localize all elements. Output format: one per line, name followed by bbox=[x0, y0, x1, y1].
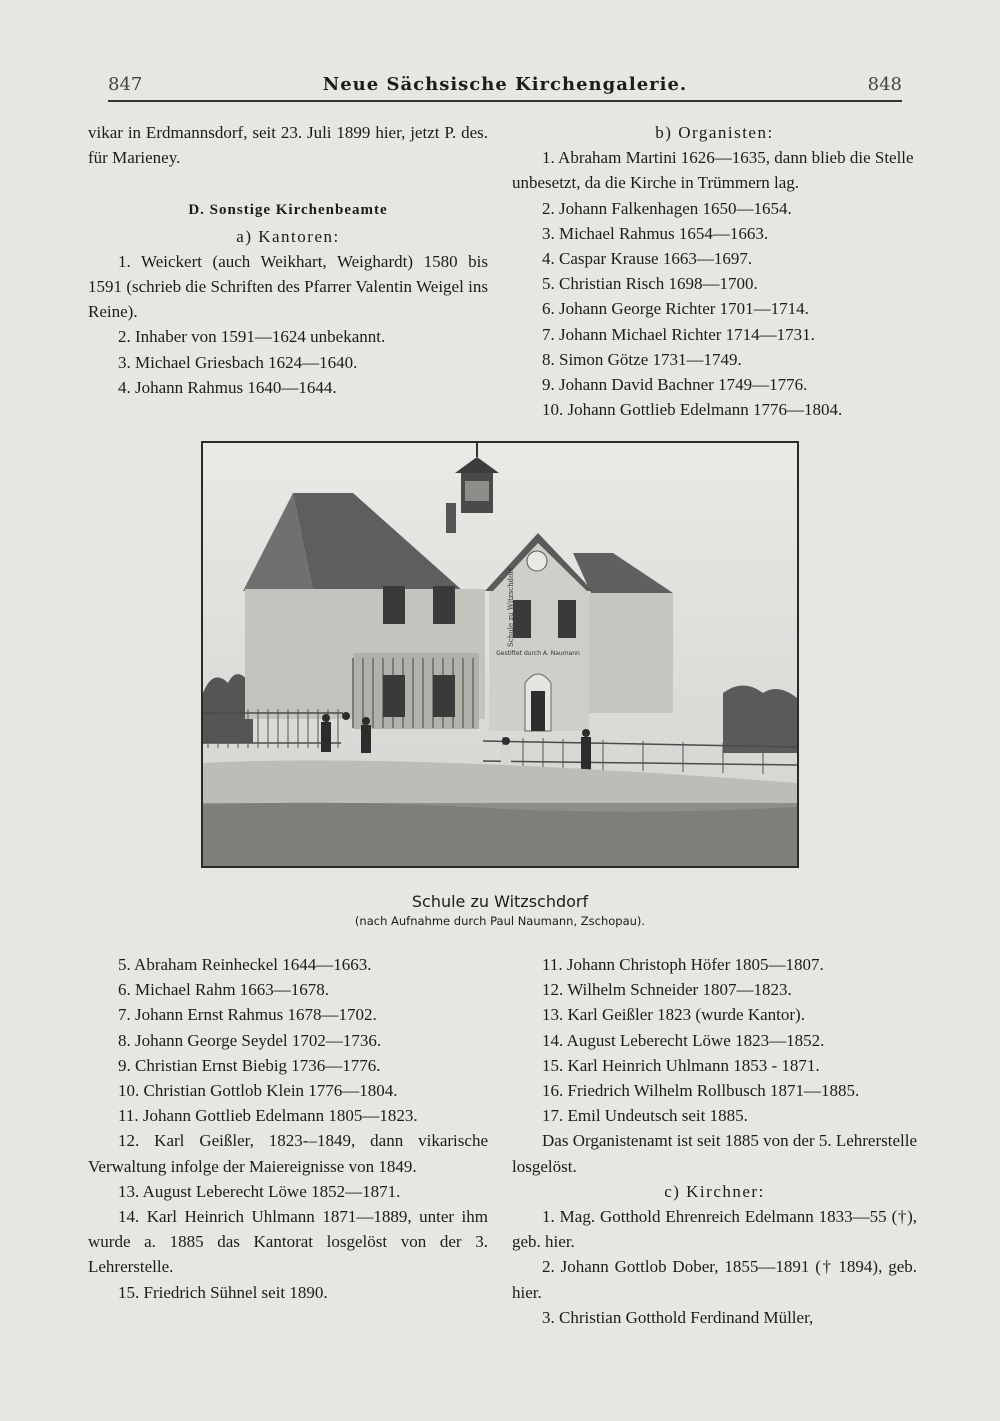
list-item: 3. Christian Gotthold Ferdinand Müller, bbox=[542, 1307, 814, 1327]
list-item: 6. Johann George Richter 1701—1714. bbox=[542, 299, 809, 319]
list-item: 1. Mag. Gotthold Ehrenreich Edelmann 1833—55 (†), geb. hier. bbox=[512, 1207, 917, 1252]
list-item: 13. Karl Geißler 1823 (wurde Kantor). bbox=[542, 1005, 805, 1025]
school-building-illustration bbox=[203, 443, 797, 866]
list-item: 4. Caspar Krause 1663—1697. bbox=[542, 249, 753, 269]
section-heading: D. Sonstige Kirchenbeamte bbox=[188, 202, 388, 219]
list-item: 7. Johann Ernst Rahmus 1678—1702. bbox=[118, 1005, 377, 1025]
list-item: 11. Johann Gottlieb Edelmann 1805—1823. bbox=[118, 1106, 418, 1126]
list-item: 15. Friedrich Sühnel seit 1890. bbox=[118, 1282, 328, 1302]
gable-sign-vertical: Schule zu Witzschdorf bbox=[507, 567, 515, 647]
page-number-right: 848 bbox=[867, 74, 902, 95]
organist-note: Das Organistenamt ist seit 1885 von der 5. Lehrerstelle losgelöst. bbox=[512, 1131, 918, 1176]
list-item: 4. Johann Rahmus 1640—1644. bbox=[118, 377, 337, 397]
bottom-right-column bbox=[512, 952, 917, 1330]
list-item: 14. August Leberecht Löwe 1823—1852. bbox=[542, 1030, 825, 1050]
list-item: 1. Weickert (auch Weikhart, Weighardt) 1580 bis 1591 (schrieb die Schriften des Pfarrer Valentin Weigel ins Reine). bbox=[88, 251, 488, 322]
gable-sign-inscription: Gestiftet durch A. Naumann bbox=[496, 650, 580, 657]
list-item: 1. Abraham Martini 1626—1635, dann blieb die Stelle unbesetzt, da die Kirche in Trümmern lag. bbox=[512, 148, 914, 193]
top-right-column bbox=[512, 120, 917, 422]
list-item: 2. Inhaber von 1591—1624 unbekannt. bbox=[118, 327, 386, 347]
running-header bbox=[108, 70, 902, 102]
list-item: 9. Johann David Bachner 1749—1776. bbox=[542, 375, 808, 395]
list-item: 5. Christian Risch 1698—1700. bbox=[542, 274, 758, 294]
list-item: 8. Johann George Seydel 1702—1736. bbox=[118, 1030, 382, 1050]
list-item: 8. Simon Götze 1731—1749. bbox=[542, 349, 742, 369]
list-item: 3. Michael Rahmus 1654—1663. bbox=[542, 223, 769, 243]
list-item: 15. Karl Heinrich Uhlmann 1853 - 1871. bbox=[542, 1055, 820, 1075]
intro-paragraph: vikar in Erdmannsdorf, seit 23. Juli 1899 hier, jetzt P. des. für Marieney. bbox=[88, 123, 488, 168]
list-item: 7. Johann Michael Richter 1714—1731. bbox=[542, 324, 815, 344]
photo-credit: (nach Aufnahme durch Paul Naumann, Zschopau). bbox=[354, 914, 646, 928]
kantoren-heading: a) Kantoren: bbox=[236, 226, 340, 246]
list-item: 2. Johann Falkenhagen 1650—1654. bbox=[542, 198, 792, 218]
organisten-heading: b) Organisten: bbox=[655, 123, 774, 142]
list-item: 9. Christian Ernst Biebig 1736—1776. bbox=[118, 1055, 381, 1075]
list-item: 2. Johann Gottlob Dober, 1855—1891 († 1894), geb. hier. bbox=[512, 1257, 917, 1302]
list-item: 13. August Leberecht Löwe 1852—1871. bbox=[118, 1181, 401, 1201]
list-item: 17. Emil Undeutsch seit 1885. bbox=[542, 1106, 748, 1126]
list-item: 6. Michael Rahm 1663—1678. bbox=[118, 980, 330, 1000]
bottom-left-column bbox=[88, 952, 488, 1305]
list-item: 10. Christian Gottlob Klein 1776—1804. bbox=[118, 1081, 398, 1101]
list-item: 14. Karl Heinrich Uhlmann 1871—1889, unter ihm wurde a. 1885 das Kantorat losgelöst von der 3. Lehrerstelle. bbox=[88, 1207, 488, 1277]
list-item: 10. Johann Gottlieb Edelmann 1776—1804. bbox=[542, 400, 843, 420]
kirchner-heading: c) Kirchner: bbox=[664, 1181, 765, 1201]
list-item: 12. Wilhelm Schneider 1807—1823. bbox=[542, 980, 792, 1000]
list-item: 12. Karl Geißler, 1823-–1849, dann vikarische Verwaltung infolge der Maiereignisse von 1849. bbox=[88, 1131, 488, 1176]
top-left-column bbox=[88, 120, 488, 400]
list-item: 16. Friedrich Wilhelm Rollbusch 1871—1885. bbox=[542, 1081, 860, 1101]
running-title: Neue Sächsische Kirchengalerie. bbox=[322, 74, 688, 95]
page-number-left: 847 bbox=[108, 74, 143, 95]
school-photograph bbox=[201, 441, 799, 868]
list-item: 5. Abraham Reinheckel 1644—1663. bbox=[118, 955, 372, 974]
photo-caption: Schule zu Witzschdorf bbox=[411, 892, 589, 911]
list-item: 3. Michael Griesbach 1624—1640. bbox=[118, 352, 358, 372]
list-item: 11. Johann Christoph Höfer 1805—1807. bbox=[542, 955, 824, 974]
